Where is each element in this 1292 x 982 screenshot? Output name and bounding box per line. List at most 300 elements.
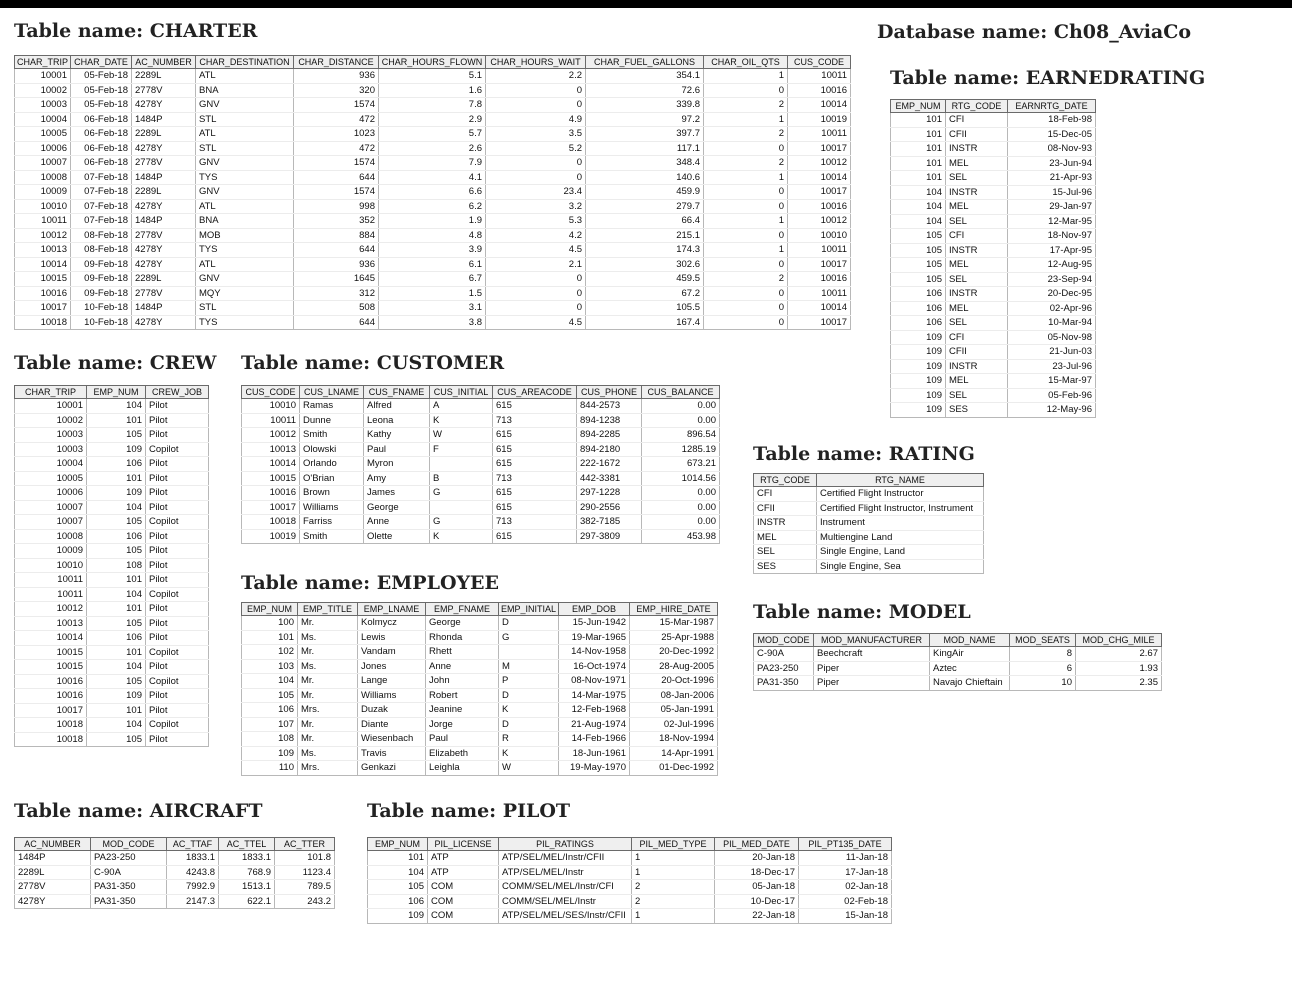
table-cell: Robert (426, 688, 499, 703)
table-cell: 615 (493, 529, 577, 544)
table-cell: 10019 (242, 529, 300, 544)
table-cell: 453.98 (642, 529, 720, 544)
table-row (15, 170, 851, 185)
table-cell: 884 (294, 228, 379, 243)
table-cell: 10016 (788, 199, 851, 214)
table-cell: 105 (368, 880, 428, 895)
table-cell: 07-Feb-18 (71, 199, 132, 214)
table-cell: 10015 (15, 645, 87, 660)
table-cell: 23.4 (486, 185, 586, 200)
table-cell: INSTR (946, 243, 1008, 258)
table-cell: 10015 (15, 660, 87, 675)
table-cell: 10014 (242, 457, 300, 472)
table-cell: STL (196, 112, 294, 127)
table-cell: Copilot (146, 515, 209, 530)
table-cell: 02-Jul-1996 (630, 717, 718, 732)
table-cell: Anne (364, 515, 430, 530)
table-cell: 101 (87, 703, 146, 718)
table-cell: 5.7 (379, 127, 486, 142)
table-cell: 109 (891, 403, 946, 418)
table-cell: 382-7185 (577, 515, 642, 530)
table-cell: Anne (426, 659, 499, 674)
table-row (242, 616, 718, 631)
table-cell: COM (428, 909, 499, 924)
table-row (15, 616, 209, 631)
table-cell: Pilot (146, 413, 209, 428)
column-header: PIL_RATINGS (499, 838, 632, 851)
table-cell: 0 (486, 83, 586, 98)
table-cell: Farriss (300, 515, 364, 530)
table-cell: Olette (364, 529, 430, 544)
table-cell: 713 (493, 515, 577, 530)
table-cell: Jeanine (426, 703, 499, 718)
table-cell: 10016 (242, 486, 300, 501)
table-cell: 117.1 (586, 141, 704, 156)
table-cell: Ms. (298, 746, 358, 761)
table-cell: 10013 (15, 616, 87, 631)
table-cell: 10005 (15, 471, 87, 486)
column-header: EMP_NUM (891, 100, 946, 113)
table-cell: 104 (891, 185, 946, 200)
table-row (242, 515, 720, 530)
table-row (368, 909, 892, 924)
table-cell: 1023 (294, 127, 379, 142)
table-cell: Genkazi (358, 761, 426, 776)
table-cell: 2.35 (1076, 676, 1162, 691)
column-header: MOD_CODE (754, 634, 814, 647)
table-cell: M (499, 659, 559, 674)
column-header: CUS_INITIAL (430, 386, 493, 399)
table-cell: GNV (196, 272, 294, 287)
earnedrating-header-row (891, 100, 1096, 113)
table-cell: 472 (294, 112, 379, 127)
table-cell: ATL (196, 199, 294, 214)
table-cell: TYS (196, 315, 294, 330)
column-header: CHAR_DATE (71, 56, 132, 69)
table-row (15, 894, 335, 909)
table-cell: 4278Y (15, 894, 91, 909)
table-row (754, 676, 1162, 691)
column-header: PIL_MED_DATE (715, 838, 799, 851)
table-row (242, 703, 718, 718)
table-row (15, 500, 209, 515)
table-cell: 4.2 (486, 228, 586, 243)
table-cell: BNA (196, 214, 294, 229)
table-cell: G (430, 486, 493, 501)
table-cell: MEL (946, 156, 1008, 171)
table-row (891, 214, 1096, 229)
table-cell: 4.5 (486, 243, 586, 258)
column-header: CREW_JOB (146, 386, 209, 399)
table-cell: Pilot (146, 703, 209, 718)
table-cell: 2289L (132, 127, 196, 142)
table-cell: 10011 (15, 587, 87, 602)
table-cell: 10004 (15, 457, 87, 472)
column-header: AC_TTAF (167, 838, 219, 851)
table-cell: 508 (294, 301, 379, 316)
table-cell: 02-Feb-18 (799, 894, 892, 909)
table-cell: Pilot (146, 428, 209, 443)
table-cell: 14-Mar-1975 (559, 688, 630, 703)
column-header: EMP_INITIAL (499, 603, 559, 616)
table-cell: 10003 (15, 98, 71, 113)
table-cell: 768.9 (219, 865, 275, 880)
table-cell: 1285.19 (642, 442, 720, 457)
table-cell: Paul (426, 732, 499, 747)
table-row (15, 703, 209, 718)
table-cell: 1 (704, 69, 788, 84)
table-cell: 104 (87, 587, 146, 602)
column-header: CHAR_FUEL_GALLONS (586, 56, 704, 69)
table-row (15, 112, 851, 127)
table-cell: 101 (891, 127, 946, 142)
table-cell: 107 (242, 717, 298, 732)
employee-header-row (242, 603, 718, 616)
table-row (891, 171, 1096, 186)
table-row (15, 199, 851, 214)
table-row (242, 442, 720, 457)
table-cell: 10004 (15, 112, 71, 127)
table-cell: Rhonda (426, 630, 499, 645)
table-cell: 174.3 (586, 243, 704, 258)
table-cell: Piper (814, 676, 930, 691)
table-cell: Duzak (358, 703, 426, 718)
table-cell: 0.00 (642, 500, 720, 515)
table-cell: 15-Dec-05 (1008, 127, 1096, 142)
table-cell: 101 (891, 142, 946, 157)
table-cell: Elizabeth (426, 746, 499, 761)
table-cell: Pilot (146, 544, 209, 559)
table-cell: Copilot (146, 718, 209, 733)
column-header: CUS_PHONE (577, 386, 642, 399)
table-cell: 101 (87, 602, 146, 617)
database-title: Database name: Ch08_AviaCo (877, 21, 1192, 43)
table-cell: 0.00 (642, 413, 720, 428)
table-row (368, 851, 892, 866)
table-cell: Beechcraft (814, 647, 930, 662)
table-cell: 10-Feb-18 (71, 301, 132, 316)
table-cell: 6 (1010, 661, 1076, 676)
table-cell: Copilot (146, 645, 209, 660)
table-cell: GNV (196, 98, 294, 113)
table-cell: 2778V (15, 880, 91, 895)
table-cell: 10012 (788, 156, 851, 171)
table-cell: Pilot (146, 732, 209, 747)
table-cell: K (430, 529, 493, 544)
table-cell: 14-Nov-1958 (559, 645, 630, 660)
table-cell: 10006 (15, 141, 71, 156)
table-cell: 2.6 (379, 141, 486, 156)
table-cell: MOB (196, 228, 294, 243)
table-cell: 7.9 (379, 156, 486, 171)
table-cell: 109 (87, 689, 146, 704)
table-cell: CFII (754, 501, 817, 516)
table-cell: 106 (87, 457, 146, 472)
table-cell: 339.8 (586, 98, 704, 113)
table-cell: SEL (946, 214, 1008, 229)
table-cell: 894-2180 (577, 442, 642, 457)
table-cell: 18-Nov-97 (1008, 229, 1096, 244)
table-cell: Smith (300, 529, 364, 544)
table-cell: 106 (891, 316, 946, 331)
employee-table-title: Table name: EMPLOYEE (241, 572, 500, 594)
table-cell: SEL (946, 171, 1008, 186)
table-cell: Mrs. (298, 761, 358, 776)
table-row (242, 529, 720, 544)
table-cell: Single Engine, Sea (817, 559, 984, 574)
table-row (15, 471, 209, 486)
table-cell: Pilot (146, 602, 209, 617)
column-header: RTG_NAME (817, 474, 984, 487)
table-cell: 1484P (132, 301, 196, 316)
table-cell: 105 (87, 732, 146, 747)
column-header: AC_NUMBER (132, 56, 196, 69)
table-cell: 894-1238 (577, 413, 642, 428)
table-cell: 12-Mar-95 (1008, 214, 1096, 229)
table-cell: 10 (1010, 676, 1076, 691)
table-cell: 108 (87, 558, 146, 573)
table-cell: 10017 (15, 301, 71, 316)
table-cell: 08-Nov-93 (1008, 142, 1096, 157)
table-cell: 7.8 (379, 98, 486, 113)
table-cell: 2778V (132, 83, 196, 98)
table-cell: Leona (364, 413, 430, 428)
table-cell: 104 (891, 200, 946, 215)
table-cell: 472 (294, 141, 379, 156)
table-cell: 15-Mar-1987 (630, 616, 718, 631)
column-header: CHAR_HOURS_FLOWN (379, 56, 486, 69)
table-cell: 2 (704, 98, 788, 113)
table-cell: 10014 (788, 301, 851, 316)
table-row (15, 442, 209, 457)
table-row (15, 515, 209, 530)
table-row (242, 486, 720, 501)
column-header: CHAR_DISTANCE (294, 56, 379, 69)
table-cell: G (499, 630, 559, 645)
table-cell: 105.5 (586, 301, 704, 316)
table-row (15, 127, 851, 142)
table-row (754, 501, 984, 516)
table-cell: 10017 (15, 703, 87, 718)
table-cell: A (430, 399, 493, 414)
table-cell: 10017 (242, 500, 300, 515)
model-table-title: Table name: MODEL (753, 601, 971, 623)
table-cell: ATP (428, 851, 499, 866)
table-cell: 05-Jan-1991 (630, 703, 718, 718)
table-cell: 10012 (788, 214, 851, 229)
table-cell: Diante (358, 717, 426, 732)
table-cell: STL (196, 141, 294, 156)
column-header: CHAR_DESTINATION (196, 56, 294, 69)
table-cell: ATP/SEL/MEL/SES/Instr/CFII (499, 909, 632, 924)
table-cell: 14-Apr-1991 (630, 746, 718, 761)
table-cell: STL (196, 301, 294, 316)
table-cell: 101 (891, 171, 946, 186)
table-cell: 352 (294, 214, 379, 229)
table-cell: Kathy (364, 428, 430, 443)
table-cell: SEL (946, 316, 1008, 331)
table-cell: 4278Y (132, 257, 196, 272)
table-cell: 101 (368, 851, 428, 866)
table-cell: 354.1 (586, 69, 704, 84)
table-cell: 67.2 (586, 286, 704, 301)
table-cell: Pilot (146, 471, 209, 486)
table-cell: Jorge (426, 717, 499, 732)
table-cell: 0 (704, 301, 788, 316)
table-cell: 1 (704, 170, 788, 185)
table-cell: 1484P (132, 170, 196, 185)
table-cell: John (426, 674, 499, 689)
column-header: EMP_LNAME (358, 603, 426, 616)
table-cell: 5.1 (379, 69, 486, 84)
table-row (15, 301, 851, 316)
table-row (15, 315, 851, 330)
table-row (754, 545, 984, 560)
table-row (891, 403, 1096, 418)
table-cell: 10-Dec-17 (715, 894, 799, 909)
table-cell: 4.1 (379, 170, 486, 185)
table-cell: Myron (364, 457, 430, 472)
table-cell: 10007 (15, 515, 87, 530)
table-cell: 1.5 (379, 286, 486, 301)
table-row (368, 894, 892, 909)
table-cell: 3.5 (486, 127, 586, 142)
column-header: PIL_MED_TYPE (632, 838, 715, 851)
table-cell: Copilot (146, 587, 209, 602)
table-cell: 3.9 (379, 243, 486, 258)
employee-table (241, 602, 718, 776)
table-cell: INSTR (946, 185, 1008, 200)
table-cell: 8 (1010, 647, 1076, 662)
table-cell: 105 (87, 674, 146, 689)
model-table (753, 633, 1162, 691)
table-cell: Pilot (146, 616, 209, 631)
table-row (891, 359, 1096, 374)
table-cell: 07-Feb-18 (71, 214, 132, 229)
table-cell: Smith (300, 428, 364, 443)
table-cell: 644 (294, 170, 379, 185)
table-cell: 105 (891, 258, 946, 273)
table-row (15, 156, 851, 171)
table-cell: 348.4 (586, 156, 704, 171)
table-cell: 10013 (242, 442, 300, 457)
table-cell: 109 (891, 345, 946, 360)
table-cell: Lewis (358, 630, 426, 645)
table-cell: 2289L (15, 865, 91, 880)
table-row (15, 428, 209, 443)
table-cell: 28-Aug-2005 (630, 659, 718, 674)
table-cell (430, 500, 493, 515)
table-cell: 2289L (132, 185, 196, 200)
table-cell: 0 (704, 286, 788, 301)
table-cell: Travis (358, 746, 426, 761)
table-cell: 101.8 (275, 851, 335, 866)
table-cell: 104 (87, 399, 146, 414)
table-cell: COMM/SEL/MEL/Instr/CFI (499, 880, 632, 895)
table-cell: 104 (87, 718, 146, 733)
table-cell: 644 (294, 315, 379, 330)
table-cell: ATP (428, 865, 499, 880)
table-cell: 894-2285 (577, 428, 642, 443)
column-header: CUS_AREACODE (493, 386, 577, 399)
aircraft-table (14, 837, 335, 909)
table-row (15, 674, 209, 689)
table-cell: MEL (946, 258, 1008, 273)
table-row (15, 457, 209, 472)
column-header: RTG_CODE (946, 100, 1008, 113)
table-cell: 1574 (294, 156, 379, 171)
column-header: AC_TTEL (219, 838, 275, 851)
table-cell: 7992.9 (167, 880, 219, 895)
table-row (242, 457, 720, 472)
table-cell: 442-3381 (577, 471, 642, 486)
table-cell: 1833.1 (219, 851, 275, 866)
table-cell: 312 (294, 286, 379, 301)
table-cell: Pilot (146, 457, 209, 472)
table-cell: 1574 (294, 185, 379, 200)
table-cell: 10017 (788, 141, 851, 156)
table-cell: 14-Feb-1966 (559, 732, 630, 747)
table-cell: 10-Mar-94 (1008, 316, 1096, 331)
table-row (15, 98, 851, 113)
table-cell: 05-Feb-96 (1008, 388, 1096, 403)
table-cell: C-90A (754, 647, 814, 662)
table-cell: 622.1 (219, 894, 275, 909)
table-cell: 10018 (242, 515, 300, 530)
column-header: CUS_CODE (242, 386, 300, 399)
table-row (754, 559, 984, 574)
rating-table-title: Table name: RATING (753, 443, 975, 465)
table-cell: MEL (754, 530, 817, 545)
table-cell: 101 (87, 645, 146, 660)
table-cell: 10003 (15, 442, 87, 457)
aircraft-table-title: Table name: AIRCRAFT (14, 800, 263, 822)
table-row (891, 142, 1096, 157)
table-cell: 109 (891, 330, 946, 345)
table-cell: 1123.4 (275, 865, 335, 880)
table-row (242, 500, 720, 515)
table-cell: 105 (891, 272, 946, 287)
table-cell: 0.00 (642, 515, 720, 530)
table-cell: Mr. (298, 688, 358, 703)
column-header: CUS_BALANCE (642, 386, 720, 399)
table-row (15, 602, 209, 617)
table-cell: 10013 (15, 243, 71, 258)
table-cell: CFI (754, 487, 817, 502)
table-cell: 10007 (15, 156, 71, 171)
table-cell: 3.1 (379, 301, 486, 316)
table-cell: 10011 (788, 127, 851, 142)
column-header: AC_NUMBER (15, 838, 91, 851)
table-row (15, 243, 851, 258)
table-row (242, 688, 718, 703)
table-cell: 10001 (15, 69, 71, 84)
table-row (242, 399, 720, 414)
table-cell: 297-1228 (577, 486, 642, 501)
table-cell: 10014 (15, 631, 87, 646)
table-cell: 100 (242, 616, 298, 631)
table-row (242, 717, 718, 732)
column-header: CHAR_HOURS_WAIT (486, 56, 586, 69)
table-cell: GNV (196, 156, 294, 171)
table-cell: 01-Dec-1992 (630, 761, 718, 776)
column-header: PIL_PT135_DATE (799, 838, 892, 851)
table-row (242, 659, 718, 674)
table-cell: Ms. (298, 659, 358, 674)
table-cell: 6.2 (379, 199, 486, 214)
column-header: MOD_SEATS (1010, 634, 1076, 647)
table-cell: 109 (242, 746, 298, 761)
